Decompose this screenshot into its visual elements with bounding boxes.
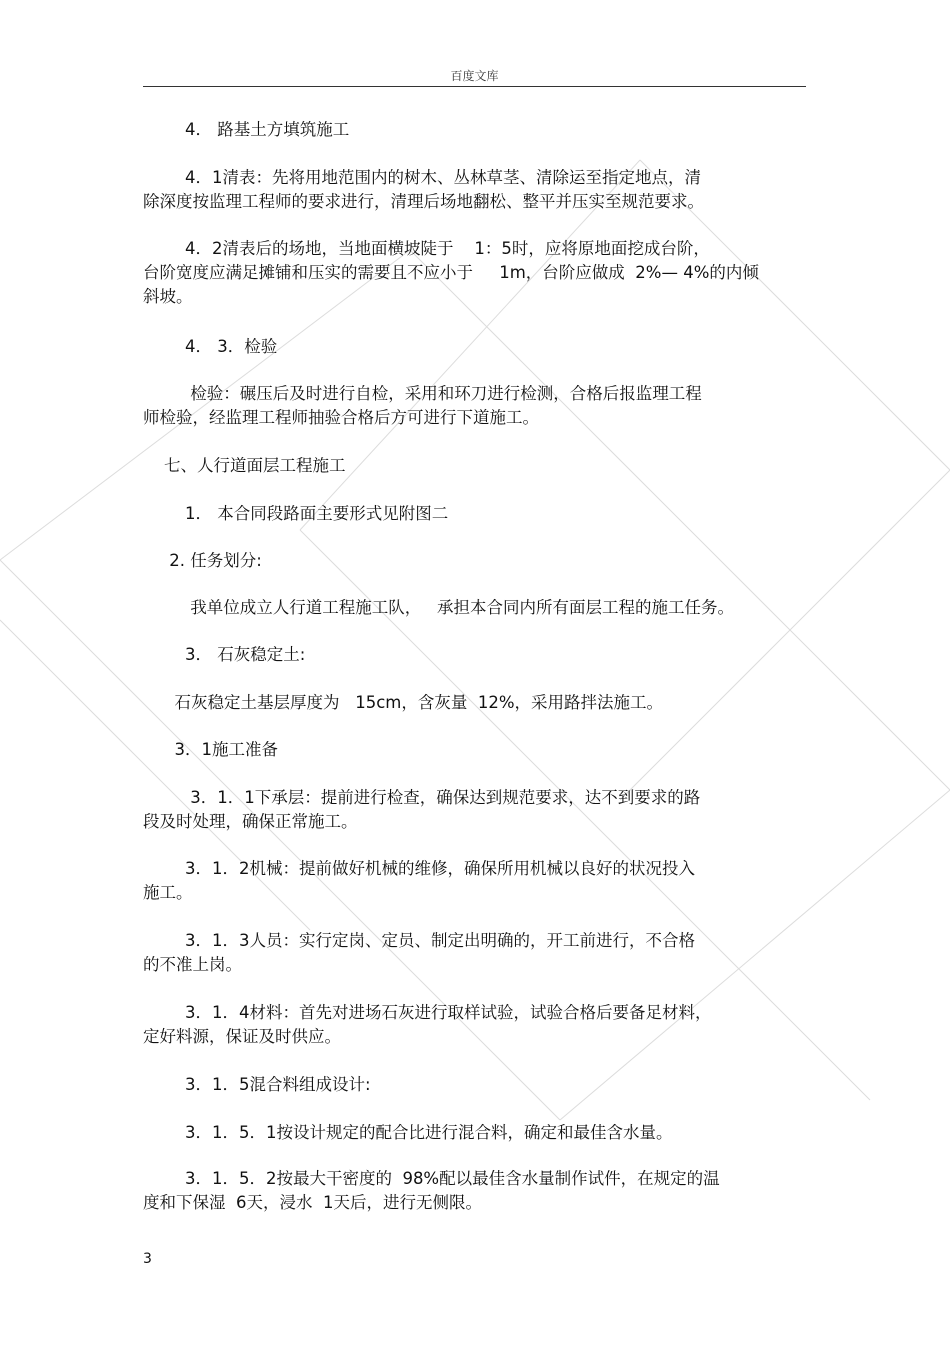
text-line: 3．1．1下承层：提前进行检查，确保达到规范要求，达不到要求的路 [143, 788, 701, 807]
paragraph [143, 1167, 806, 1215]
paragraph [143, 596, 806, 620]
paragraph [143, 786, 806, 834]
paragraph [143, 502, 806, 526]
paragraph [143, 1001, 806, 1049]
paragraph [143, 1121, 806, 1145]
text-line: 1． 本合同段路面主要形式见附图二 [143, 504, 449, 523]
text-line: 定好料源，保证及时供应。 [143, 1027, 341, 1046]
paragraph [143, 691, 806, 715]
section-heading [143, 454, 806, 478]
paragraph [143, 118, 806, 142]
text-line: 七、人行道面层工程施工 [143, 456, 346, 475]
paragraph [143, 335, 806, 359]
paragraph [143, 738, 806, 762]
text-line: 施工。 [143, 883, 193, 902]
paragraph [143, 237, 806, 309]
text-line: 石灰稳定土基层厚度为 15cm，含灰量 12%，采用路拌法施工。 [143, 693, 664, 712]
text-line: 3．1．5．2按最大干密度的 98%配以最佳含水量制作试件，在规定的温 [143, 1169, 720, 1188]
text-line: 师检验，经监理工程师抽验合格后方可进行下道施工。 [143, 408, 539, 427]
text-line: 我单位成立人行道工程施工队， 承担本合同内所有面层工程的施工任务。 [143, 598, 734, 617]
text-line: 斜坡。 [143, 287, 193, 306]
text-line: 的不准上岗。 [143, 955, 242, 974]
text-line: 3．1．5．1按设计规定的配合比进行混合料，确定和最佳含水量。 [143, 1123, 673, 1142]
paragraph [143, 929, 806, 977]
text-line: 3．1．5混合料组成设计: [143, 1075, 371, 1094]
text-line: 4． 3．检验 [143, 337, 278, 356]
text-line: 4．2清表后的场地，当地面横坡陡于 1：5时，应将原地面挖成台阶， [143, 239, 710, 258]
paragraph [143, 166, 806, 214]
text-line: 3．1．4材料：首先对进场石灰进行取样试验，试验合格后要备足材料， [143, 1003, 712, 1022]
paragraph [143, 549, 806, 573]
paragraph [143, 643, 806, 667]
text-line: 3．1施工准备 [143, 740, 278, 759]
text-line: 3．1．2机械：提前做好机械的维修，确保所用机械以良好的状况投入 [143, 859, 695, 878]
text-line: 检验：碾压后及时进行自检，采用和环刀进行检测，合格后报监理工程 [143, 384, 702, 403]
page-number: 3 [143, 1251, 152, 1267]
text-line: 度和下保湿 6天，浸水 1天后，进行无侧限。 [143, 1193, 482, 1212]
paragraph [143, 382, 806, 430]
text-line: 3． 石灰稳定土: [143, 645, 306, 664]
text-line: 2. 任务划分: [143, 551, 262, 570]
paragraph [143, 1073, 806, 1097]
paragraph [143, 857, 806, 905]
text-line: 台阶宽度应满足摊铺和压实的需要且不应小于 1m，台阶应做成 2%— 4%的内倾 [143, 263, 759, 282]
header-title: 百度文库 [450, 69, 499, 83]
text-line: 4． 路基土方填筑施工 [143, 120, 350, 139]
header-rule [143, 86, 806, 87]
text-line: 段及时处理，确保正常施工。 [143, 812, 358, 831]
text-line: 3．1．3人员：实行定岗、定员、制定出明确的，开工前进行，不合格 [143, 931, 695, 950]
text-line: 除深度按监理工程师的要求进行，清理后场地翻松、整平并压实至规范要求。 [143, 192, 704, 211]
text-line: 4．1清表：先将用地范围内的树木、丛林草茎、清除运至指定地点，清 [143, 168, 701, 187]
